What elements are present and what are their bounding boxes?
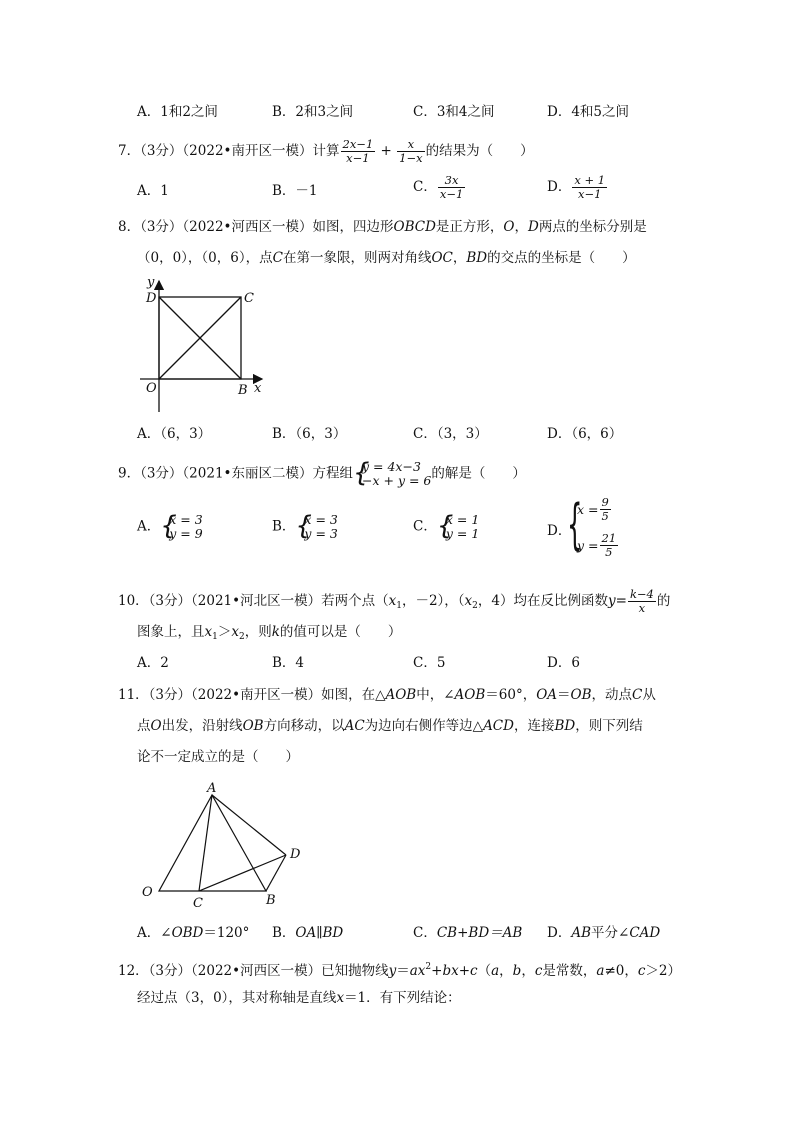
- q9-option-a-system: { x = 3 y = 9: [160, 511, 203, 541]
- q7-option-c-num: 3x: [438, 174, 465, 188]
- q9-eq2: −x + y = 6: [362, 473, 432, 488]
- q7-option-b[interactable]: B．－1: [272, 183, 318, 199]
- q10-x2-sub: 2: [472, 601, 478, 611]
- q11-option-c[interactable]: [413, 924, 522, 942]
- q12-text-6: ＝1．有下列结论：: [344, 990, 461, 1006]
- q10-text-5: 图象上，且: [137, 624, 205, 640]
- q12-a-2: a: [596, 963, 605, 979]
- q11-acd: ACD: [483, 718, 514, 734]
- q11-option-d-4: CAD: [629, 925, 661, 941]
- q11-option-d-3: 平分∠: [591, 925, 630, 941]
- q7-stem: 7．（3分）（2022•南开区一模）计算 $\frac{2x-1}{x-1}$ + $\frac{x}{1-x}$ 的结果为（ ）: [118, 137, 534, 165]
- q8-text-4: 两点的坐标分别是: [538, 219, 647, 235]
- q9-option-c-system: { x = 1 y = 1: [436, 511, 480, 541]
- q10-text-4: 的: [656, 593, 671, 609]
- q8-text-1: 8．（3分）（2022•河西区一模）如图，四边形: [118, 219, 394, 235]
- q8-option-b[interactable]: B．（6，3）: [272, 426, 347, 442]
- q9-eq1: y = 4x−3: [362, 459, 421, 474]
- q7-option-c-label: C．: [413, 179, 437, 195]
- q11-option-c-2: CB+BD＝AB: [436, 925, 523, 941]
- q10-option-b[interactable]: B．4: [272, 655, 305, 671]
- q9-option-d-y-den: 5: [605, 545, 613, 559]
- q9-option-a-eq1: x = 3: [169, 512, 203, 527]
- q9-stem-suffix: 的解是（ ）: [431, 465, 526, 482]
- q11-o: O: [150, 718, 162, 734]
- q12-comma-1: ，: [499, 963, 513, 979]
- q9-option-d-x-num: 9: [601, 495, 609, 509]
- q11-ob-2: OB: [242, 718, 264, 734]
- q9-option-b-eq2: y = 3: [304, 526, 338, 541]
- q11-segment-ac: [199, 795, 212, 891]
- q12-stem-line-1: [118, 958, 681, 980]
- q10-text-3: ，4）均在反比例函数: [477, 593, 608, 609]
- q9-option-d-label: D．: [547, 523, 572, 539]
- q11-bd: BD: [554, 718, 576, 734]
- q8-label-y: y: [147, 275, 155, 290]
- q8-bd: BD: [466, 250, 488, 266]
- q11-option-b[interactable]: [272, 924, 343, 942]
- q11-text-1: 11．（3分）（2022•南开区一模）如图，在△: [118, 687, 386, 703]
- q11-c: C: [632, 687, 643, 703]
- q11-option-d-2: AB: [571, 925, 591, 941]
- q9-equation-system: { y = 4x−3 −x + y = 6: [353, 458, 432, 488]
- q11-text-3: ＝60°，: [485, 687, 537, 703]
- q11-aob-2: AOB: [454, 687, 486, 703]
- q11-segment-ad: [212, 795, 286, 855]
- q12-text-1: 12．（3分）（2022•河西区一模）已知抛物线: [118, 963, 389, 979]
- q11-label-a: A: [207, 781, 217, 796]
- q6-option-b[interactable]: B．2和3之间: [272, 104, 354, 120]
- q11-aob: AOB: [385, 687, 417, 703]
- q8-o: O: [503, 219, 515, 235]
- q9-option-d-x-den: 5: [601, 509, 609, 523]
- q11-option-a-1: A．∠: [137, 925, 172, 941]
- q11-segment-bd: [266, 855, 286, 891]
- q11-oa: OA: [536, 687, 558, 703]
- q12-c-2: c: [637, 963, 646, 979]
- q11-label-o: O: [142, 885, 153, 900]
- q8-d: D: [527, 219, 539, 235]
- q10-x2: x: [464, 593, 473, 609]
- q6-option-a[interactable]: A．1和2之间: [137, 104, 218, 120]
- q11-label-c: C: [193, 896, 203, 911]
- q8-text-5: （0，0），（0，6），点: [137, 250, 273, 266]
- q7-option-d-num: x + 1: [574, 173, 606, 187]
- q8-label-b: B: [238, 383, 248, 398]
- q8-label-x: x: [254, 381, 262, 396]
- q9-option-d-brace: {: [567, 493, 583, 556]
- q11-ac: AC: [344, 718, 365, 734]
- q10-gt: ＞: [217, 624, 232, 640]
- q12-comma-2: ，: [521, 963, 535, 979]
- q12-text-5: 经过点（3，0），其对称轴是直线: [137, 990, 337, 1006]
- q9-option-c-label: C．: [413, 518, 437, 535]
- q10-x1-sub: 1: [396, 601, 402, 611]
- q12-sup: 2: [425, 962, 432, 972]
- q8-text-7: ，: [452, 250, 467, 266]
- q12-text-3: 是常数，: [542, 963, 597, 979]
- q8-label-c: C: [244, 291, 254, 306]
- q8-label-o: O: [146, 381, 157, 396]
- q9-option-a-label: A．: [137, 518, 161, 535]
- q10-line2-x1-sub: 1: [212, 632, 218, 642]
- q11-option-a[interactable]: [137, 924, 249, 942]
- q7-frac2-den: 1−x: [399, 151, 423, 165]
- q9-option-d-x: x =: [577, 501, 599, 517]
- q9-option-b-eq1: x = 3: [304, 512, 338, 527]
- q10-line2-x1: x: [204, 624, 213, 640]
- q12-a: a: [491, 963, 500, 979]
- q8-text-8: 的交点的坐标是（ ）: [487, 250, 636, 266]
- q12-y: y: [388, 963, 397, 979]
- q11-label-d: D: [290, 847, 301, 862]
- q12-bxc: +bx+c: [431, 963, 478, 979]
- q11-stem-line-3: 论不一定成立的是（ ）: [137, 749, 299, 765]
- q12-text-2: （: [477, 963, 492, 979]
- q11-text-4: ，动点: [591, 687, 633, 703]
- q11-option-a-3: ＝120°: [203, 925, 250, 941]
- q9-stem-prefix: 9．（3分）（2021•东丽区二模）方程组: [118, 465, 353, 482]
- q7-option-a[interactable]: A．1: [137, 183, 169, 199]
- q8-text-6: 在第一象限，则两对角线: [282, 250, 432, 266]
- q7-frac2-num: x: [397, 138, 424, 152]
- q11-text-8: 方向移动，以: [263, 718, 345, 734]
- q9-option-d-y-num: 21: [601, 531, 617, 545]
- q9-option-c-eq1: x = 1: [445, 512, 480, 527]
- q7-option-d-label: D．: [547, 179, 572, 195]
- q11-eq: ＝: [557, 687, 571, 703]
- q10-option-c[interactable]: C．5: [413, 655, 446, 671]
- q10-text-1: 10．（3分）（2021•河北区一模）若两个点（: [118, 593, 389, 609]
- q10-y: y: [608, 593, 616, 609]
- q10-option-d[interactable]: D．6: [547, 655, 580, 671]
- q9-option-b-label: B．: [272, 518, 296, 535]
- q8-text-2: 是正方形，: [435, 219, 504, 235]
- q10-option-a[interactable]: A．2: [137, 655, 169, 671]
- q12-b: b: [512, 963, 522, 979]
- q9-option-b-system: { x = 3 y = 3: [295, 511, 338, 541]
- q11-text-10: ，连接: [513, 718, 555, 734]
- q11-option-d[interactable]: [547, 924, 660, 942]
- q10-frac-den: x: [638, 601, 646, 615]
- q11-text-11: ，则下列结: [575, 718, 643, 734]
- q9-option-c-eq2: y = 1: [445, 526, 480, 541]
- q11-option-b-1: B．: [272, 925, 296, 941]
- q11-option-c-1: C．: [413, 925, 437, 941]
- q10-line2-x2: x: [231, 624, 239, 640]
- q11-triangle-aob: [159, 795, 266, 891]
- q10-text-7: 的值可以是（ ）: [279, 624, 402, 640]
- q8-obcd: OBCD: [393, 219, 436, 235]
- q8-text-3: ，: [514, 219, 528, 235]
- q11-text-5: 从: [642, 687, 656, 703]
- q8-oc: OC: [431, 250, 453, 266]
- q10-text-2: ，－2），（: [401, 593, 465, 609]
- q8-option-d[interactable]: D．（6，6）: [547, 426, 623, 442]
- q10-text-6: ，则: [244, 624, 272, 640]
- q7-stem-prefix: 7．（3分）（2022•南开区一模）计算: [118, 143, 340, 159]
- q11-option-b-2: OA∥BD: [295, 925, 344, 941]
- q12-text-4: ＞2）: [645, 963, 681, 979]
- q12-eq: ＝: [396, 963, 410, 979]
- q7-stem-suffix: 的结果为（ ）: [425, 143, 534, 159]
- q10-eq-sign: =: [615, 593, 627, 609]
- q10-line2-x2-sub: 2: [238, 632, 245, 642]
- q7-frac1-num: 2x−1: [342, 137, 374, 151]
- q6-option-d[interactable]: D．4和5之间: [547, 104, 630, 120]
- q11-label-b: B: [266, 893, 276, 908]
- q12-x: x: [336, 990, 345, 1006]
- q11-text-2: 中，∠: [416, 687, 455, 703]
- q11-ob: OB: [570, 687, 592, 703]
- q11-segment-cd: [199, 855, 286, 891]
- q9-option-a-eq2: y = 9: [169, 526, 203, 541]
- q12-ax: ax: [409, 963, 426, 979]
- q11-text-6: 点: [137, 718, 151, 734]
- q7-frac1-den: x−1: [346, 151, 370, 165]
- q10-k: k: [271, 624, 280, 640]
- q10-x1: x: [388, 593, 397, 609]
- q12-ne: ≠0，: [604, 963, 638, 979]
- q8-c: C: [272, 250, 283, 266]
- q11-option-a-2: OBD: [171, 925, 204, 941]
- q11-text-7: 出发，沿射线: [161, 718, 243, 734]
- q8-option-c[interactable]: C．（3，3）: [413, 426, 488, 442]
- q8-option-a[interactable]: A．（6，3）: [137, 426, 212, 442]
- q9-option-d-y: y =: [577, 537, 599, 553]
- q11-text-9: 为边向右侧作等边△: [364, 718, 484, 734]
- q11-option-d-1: D．: [547, 925, 572, 941]
- q7-option-c-den: x−1: [439, 187, 464, 201]
- q12-c: c: [534, 963, 543, 979]
- q8-label-d: D: [146, 291, 157, 306]
- q7-option-d-den: x−1: [577, 187, 602, 201]
- q10-frac-num: k−4: [629, 587, 654, 601]
- q6-option-c[interactable]: C．3和4之间: [413, 104, 495, 120]
- q12-stem-line-2: [137, 989, 461, 1007]
